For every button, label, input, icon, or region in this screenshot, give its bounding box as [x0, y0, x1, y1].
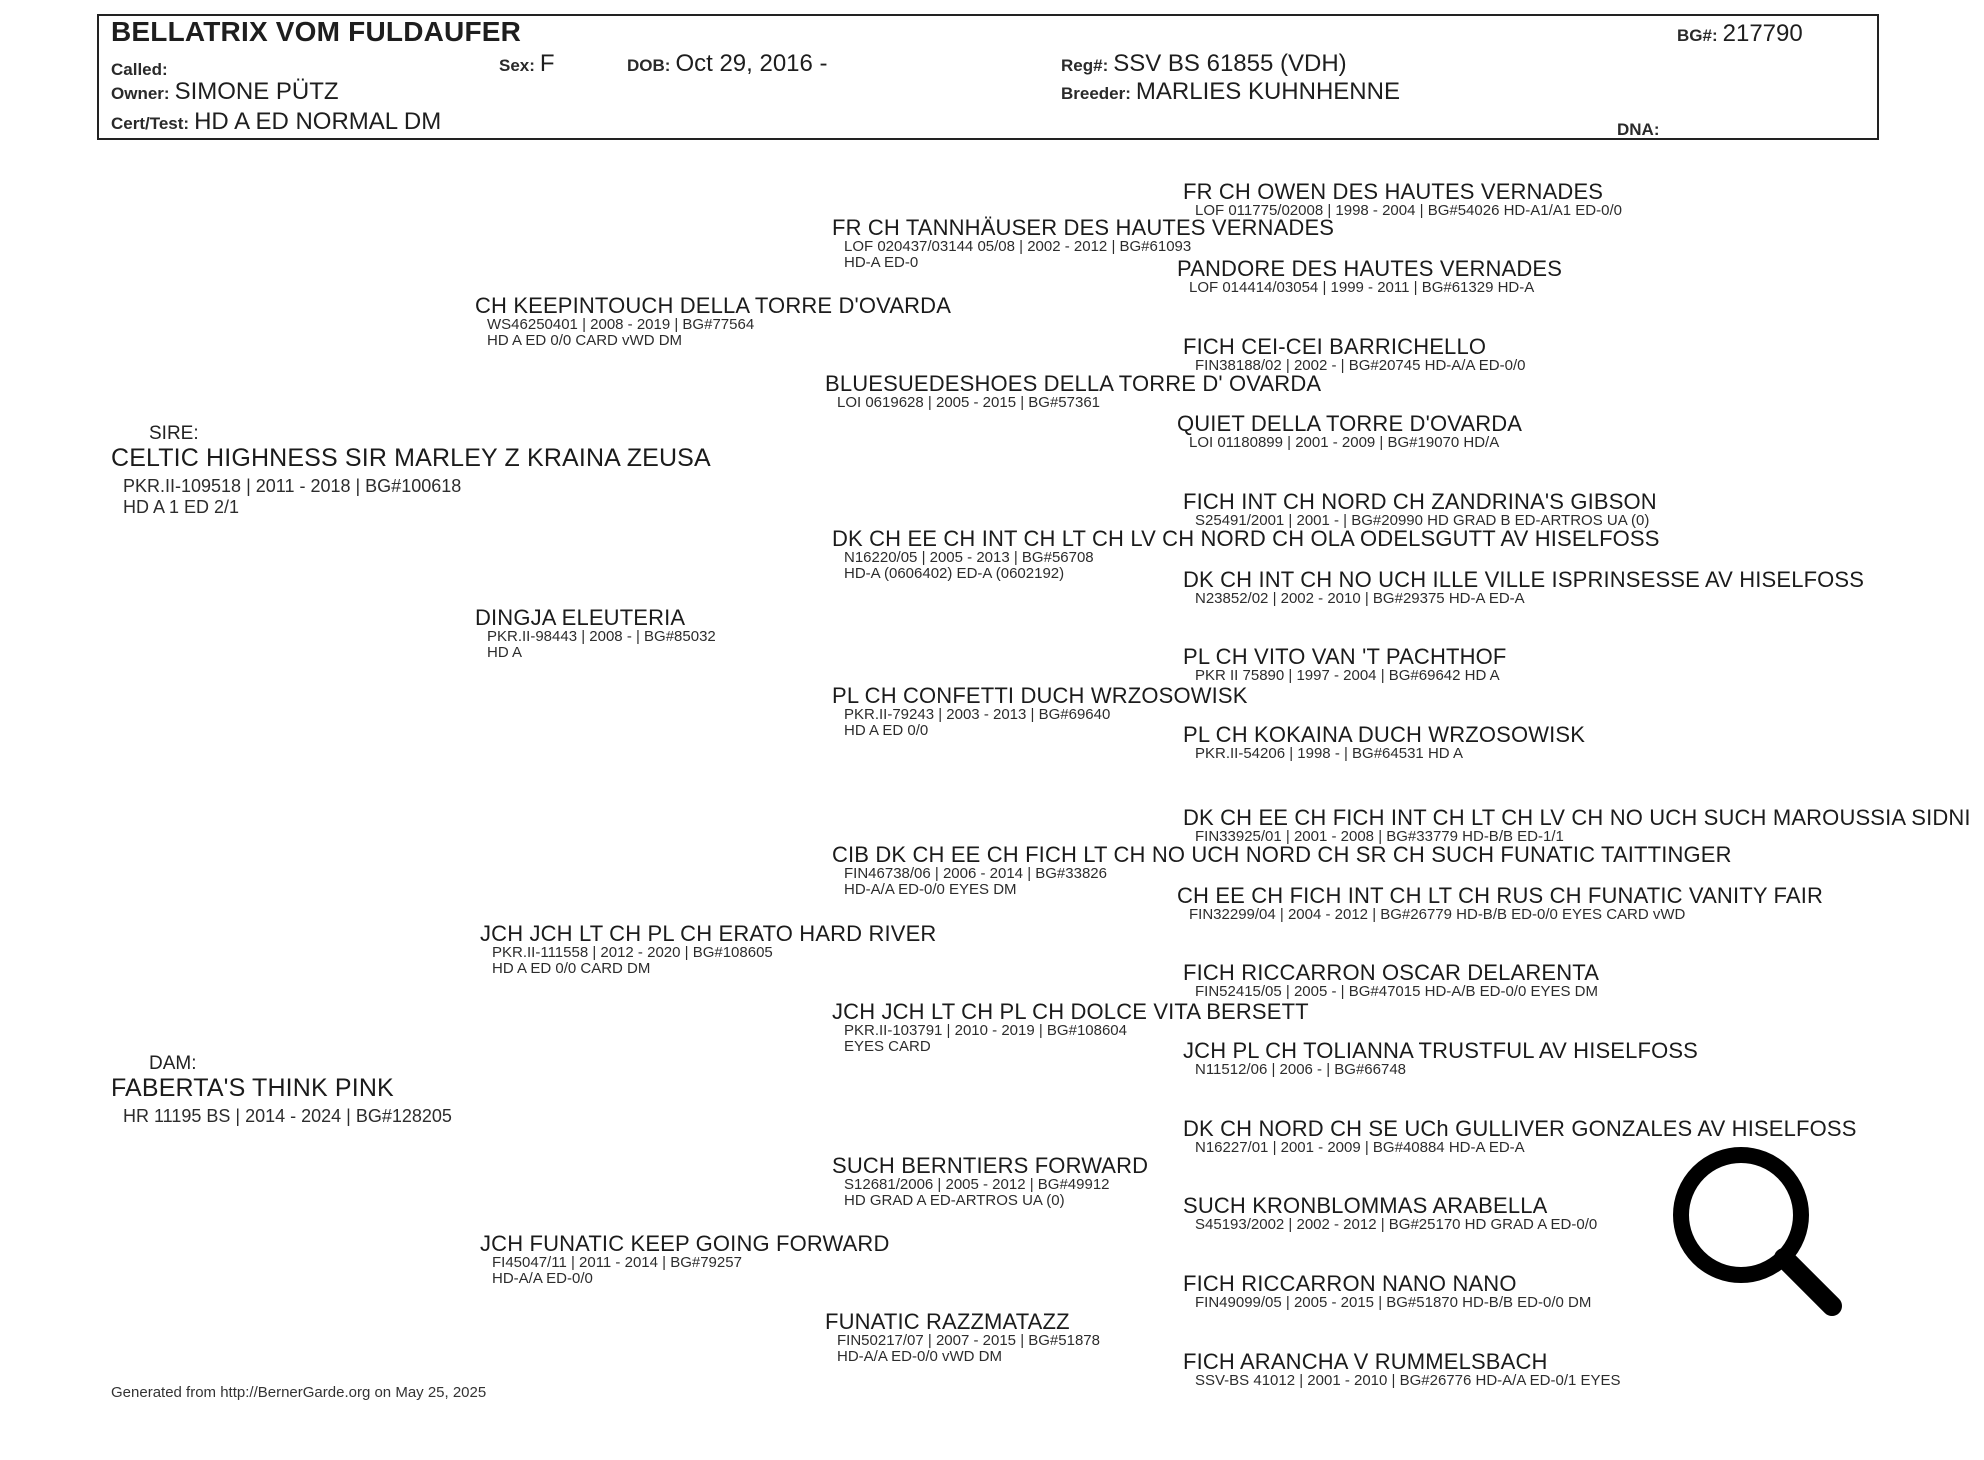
bg-value: 217790	[1722, 20, 1803, 47]
gen4-details: S45193/2002 | 2002 - 2012 | BG#25170 HD GRAD A ED-0/0	[1195, 1216, 1598, 1233]
gen4-entry-16	[1183, 1350, 1621, 1389]
gen4-entry-12	[1183, 1039, 1698, 1078]
gen4-name: FICH INT CH NORD CH ZANDRINA'S GIBSON	[1183, 489, 1657, 514]
gen4-details: N16227/01 | 2001 - 2009 | BG#40884 HD-A ED-A	[1195, 1139, 1525, 1156]
gen3-health: HD-A/A ED-0/0 vWD DM	[837, 1348, 1003, 1365]
gen3-entry-7	[832, 1154, 1148, 1209]
dam-registration: HR 11195 BS | 2014 - 2024 | BG#128205	[123, 1106, 452, 1126]
gen2-health: HD-A/A ED-0/0	[492, 1270, 593, 1287]
registration-field	[1061, 50, 1347, 78]
gen4-entry-3	[1183, 335, 1525, 374]
dna-field	[1617, 114, 1665, 142]
gen4-details: LOF 011775/02008 | 1998 - 2004 | BG#54026 HD-A1/A1 ED-0/0	[1195, 202, 1622, 219]
magnifier-icon[interactable]	[1666, 1140, 1846, 1320]
owner-value: SIMONE PÜTZ	[174, 78, 339, 105]
gen4-details: N11512/06 | 2006 - | BG#66748	[1195, 1061, 1407, 1078]
gen4-details: FIN49099/05 | 2005 - 2015 | BG#51870 HD-B/B ED-0/0 DM	[1195, 1294, 1592, 1311]
gen3-health: HD A ED 0/0	[844, 722, 929, 739]
sire-registration: PKR.II-109518 | 2011 - 2018 | BG#100618	[123, 476, 462, 496]
gen3-entry-8	[825, 1310, 1100, 1365]
gen3-name: CIB DK CH EE CH FICH LT CH NO UCH NORD CH SR CH SUCH FUNATIC TAITTINGER	[832, 842, 1732, 867]
gen4-name: SUCH KRONBLOMMAS ARABELLA	[1183, 1193, 1548, 1218]
gen4-entry-8	[1183, 723, 1585, 762]
gen4-entry-7	[1183, 645, 1506, 684]
gen3-registration: N16220/05 | 2005 - 2013 | BG#56708	[844, 549, 1094, 566]
gen2-name: JCH FUNATIC KEEP GOING FORWARD	[480, 1231, 890, 1256]
gen4-name: DK CH INT CH NO UCH ILLE VILLE ISPRINSESSE AV HISELFOSS	[1183, 567, 1865, 592]
sex-field	[499, 50, 555, 78]
gen4-details: SSV-BS 41012 | 2001 - 2010 | BG#26776 HD-A/A ED-0/1 EYES	[1195, 1372, 1621, 1389]
sire-health: HD A 1 ED 2/1	[123, 497, 240, 517]
dob-label: DOB:	[627, 56, 671, 75]
gen3-health: HD GRAD A ED-ARTROS UA (0)	[844, 1192, 1065, 1209]
gen2-name: DINGJA ELEUTERIA	[475, 605, 686, 630]
sire-name: CELTIC HIGHNESS SIR MARLEY Z KRAINA ZEUSA	[111, 444, 711, 472]
gen3-registration: PKR.II-79243 | 2003 - 2013 | BG#69640	[844, 706, 1111, 723]
gen2-registration: WS46250401 | 2008 - 2019 | BG#77564	[487, 316, 755, 333]
gen4-details: PKR II 75890 | 1997 - 2004 | BG#69642 HD A	[1195, 667, 1500, 684]
gen2-name: CH KEEPINTOUCH DELLA TORRE D'OVARDA	[475, 293, 952, 318]
gen3-health: HD-A/A ED-0/0 EYES DM	[844, 881, 1017, 898]
gen4-entry-9	[1183, 806, 1971, 845]
dam-name: FABERTA'S THINK PINK	[111, 1074, 394, 1102]
gen3-health: EYES CARD	[844, 1038, 931, 1055]
gen4-entry-5	[1183, 490, 1657, 529]
breeder-label: Breeder:	[1061, 84, 1131, 103]
gen4-entry-1	[1183, 180, 1622, 219]
gen3-registration: LOI 0619628 | 2005 - 2015 | BG#57361	[837, 394, 1100, 411]
gen2-registration: PKR.II-111558 | 2012 - 2020 | BG#108605	[492, 944, 773, 961]
breeder-value: MARLIES KUHNHENNE	[1135, 78, 1400, 105]
gen4-details: FIN33925/01 | 2001 - 2008 | BG#33779 HD-B/B ED-1/1	[1195, 828, 1564, 845]
gen2-entry-dam-dam	[480, 1232, 890, 1287]
gen4-name: PL CH KOKAINA DUCH WRZOSOWISK	[1183, 722, 1586, 747]
gen3-health: HD-A ED-0	[844, 254, 919, 271]
gen2-entry-sire-dam	[475, 606, 716, 661]
dam-entry	[111, 1054, 452, 1127]
gen4-details: LOI 01180899 | 2001 - 2009 | BG#19070 HD/A	[1189, 434, 1500, 451]
gen3-name: PL CH CONFETTI DUCH WRZOSOWISK	[832, 683, 1248, 708]
gen4-name: FR CH OWEN DES HAUTES VERNADES	[1183, 179, 1604, 204]
gen3-name: FR CH TANNHÄUSER DES HAUTES VERNADES	[832, 215, 1335, 240]
gen4-entry-11	[1183, 961, 1599, 1000]
dog-header-box	[97, 14, 1879, 140]
gen4-name: QUIET DELLA TORRE D'OVARDA	[1177, 411, 1523, 436]
gen4-name: CH EE CH FICH INT CH LT CH RUS CH FUNATIC VANITY FAIR	[1177, 883, 1824, 908]
gen3-entry-2	[825, 372, 1321, 411]
gen2-entry-sire-sire	[475, 294, 951, 349]
gen4-name: DK CH NORD CH SE UCh GULLIVER GONZALES AV HISELFOSS	[1183, 1116, 1857, 1141]
gen4-details: FIN32299/04 | 2004 - 2012 | BG#26779 HD-B/B ED-0/0 EYES CARD vWD	[1189, 906, 1686, 923]
bg-number	[1677, 20, 1803, 48]
gen3-name: DK CH EE CH INT CH LT CH LV CH NORD CH OLA ODELSGUTT AV HISELFOSS	[832, 526, 1660, 551]
gen4-details: LOF 014414/03054 | 1999 - 2011 | BG#61329 HD-A	[1189, 279, 1535, 296]
dam-role-label: DAM:	[149, 1053, 197, 1074]
gen4-details: S25491/2001 | 2001 - | BG#20990 HD GRAD B ED-ARTROS UA (0)	[1195, 512, 1650, 529]
gen3-health: HD-A (0606402) ED-A (0602192)	[844, 565, 1065, 582]
gen3-registration: S12681/2006 | 2005 - 2012 | BG#49912	[844, 1176, 1110, 1193]
gen3-registration: LOF 020437/03144 05/08 | 2002 - 2012 | BG#61093	[844, 238, 1192, 255]
gen3-registration: FIN50217/07 | 2007 - 2015 | BG#51878	[837, 1332, 1100, 1349]
gen4-details: FIN52415/05 | 2005 - | BG#47015 HD-A/B ED-0/0 EYES DM	[1195, 983, 1598, 1000]
gen3-registration: FIN46738/06 | 2006 - 2014 | BG#33826	[844, 865, 1107, 882]
bg-label: BG#:	[1677, 26, 1718, 45]
gen4-entry-6	[1183, 568, 1864, 607]
gen2-health: HD A ED 0/0 CARD vWD DM	[487, 332, 683, 349]
gen2-health: HD A	[487, 644, 523, 661]
dob-value: Oct 29, 2016 -	[675, 50, 828, 77]
gen2-registration: PKR.II-98443 | 2008 - | BG#85032	[487, 628, 716, 645]
gen4-details: FIN38188/02 | 2002 - | BG#20745 HD-A/A ED-0/0	[1195, 357, 1526, 374]
gen2-health: HD A ED 0/0 CARD DM	[492, 960, 651, 977]
dob-field	[627, 50, 828, 78]
gen3-name: BLUESUEDESHOES DELLA TORRE D' OVARDA	[825, 371, 1322, 396]
gen3-name: FUNATIC RAZZMATAZZ	[825, 1309, 1070, 1334]
cert-test-field	[111, 108, 441, 136]
sex-value: F	[539, 50, 555, 77]
owner-field	[111, 78, 339, 106]
cert-value: HD A ED NORMAL DM	[194, 108, 442, 135]
gen4-name: FICH ARANCHA V RUMMELSBACH	[1183, 1349, 1548, 1374]
gen4-name: FICH RICCARRON NANO NANO	[1183, 1271, 1517, 1296]
gen4-entry-15	[1183, 1272, 1591, 1311]
generated-footer: Generated from http://BernerGarde.org on May 25, 2025	[111, 1384, 487, 1401]
gen4-name: PANDORE DES HAUTES VERNADES	[1177, 256, 1563, 281]
reg-label: Reg#:	[1061, 56, 1109, 75]
owner-label: Owner:	[111, 84, 170, 103]
gen4-entry-2	[1177, 257, 1562, 296]
dog-name: BELLATRIX VOM FULDAUFER	[111, 16, 522, 47]
gen4-name: DK CH EE CH FICH INT CH LT CH LV CH NO UCH SUCH MAROUSSIA SIDNI	[1183, 805, 1971, 830]
gen2-entry-dam-sire	[480, 922, 936, 977]
sire-entry	[111, 424, 711, 518]
gen4-name: FICH RICCARRON OSCAR DELARENTA	[1183, 960, 1600, 985]
gen4-entry-14	[1183, 1194, 1597, 1233]
breeder-field	[1061, 78, 1400, 106]
gen3-name: JCH JCH LT CH PL CH DOLCE VITA BERSETT	[832, 999, 1309, 1024]
gen4-name: FICH CEI-CEI BARRICHELLO	[1183, 334, 1487, 359]
gen3-registration: PKR.II-103791 | 2010 - 2019 | BG#108604	[844, 1022, 1127, 1039]
gen4-entry-10	[1177, 884, 1823, 923]
gen3-name: SUCH BERNTIERS FORWARD	[832, 1153, 1149, 1178]
sire-role-label: SIRE:	[149, 423, 199, 444]
gen4-details: PKR.II-54206 | 1998 - | BG#64531 HD A	[1195, 745, 1463, 762]
gen4-name: JCH PL CH TOLIANNA TRUSTFUL AV HISELFOSS	[1183, 1038, 1698, 1063]
cert-label: Cert/Test:	[111, 114, 190, 133]
gen4-name: PL CH VITO VAN 'T PACHTHOF	[1183, 644, 1507, 669]
dna-label: DNA:	[1617, 120, 1660, 139]
reg-value: SSV BS 61855 (VDH)	[1113, 50, 1347, 77]
gen2-registration: FI45047/11 | 2011 - 2014 | BG#79257	[492, 1254, 742, 1271]
called-label: Called:	[111, 60, 168, 79]
gen4-details: N23852/02 | 2002 - 2010 | BG#29375 HD-A ED-A	[1195, 590, 1525, 607]
sex-label: Sex:	[499, 56, 535, 75]
gen4-entry-4	[1177, 412, 1522, 451]
gen2-name: JCH JCH LT CH PL CH ERATO HARD RIVER	[480, 921, 937, 946]
